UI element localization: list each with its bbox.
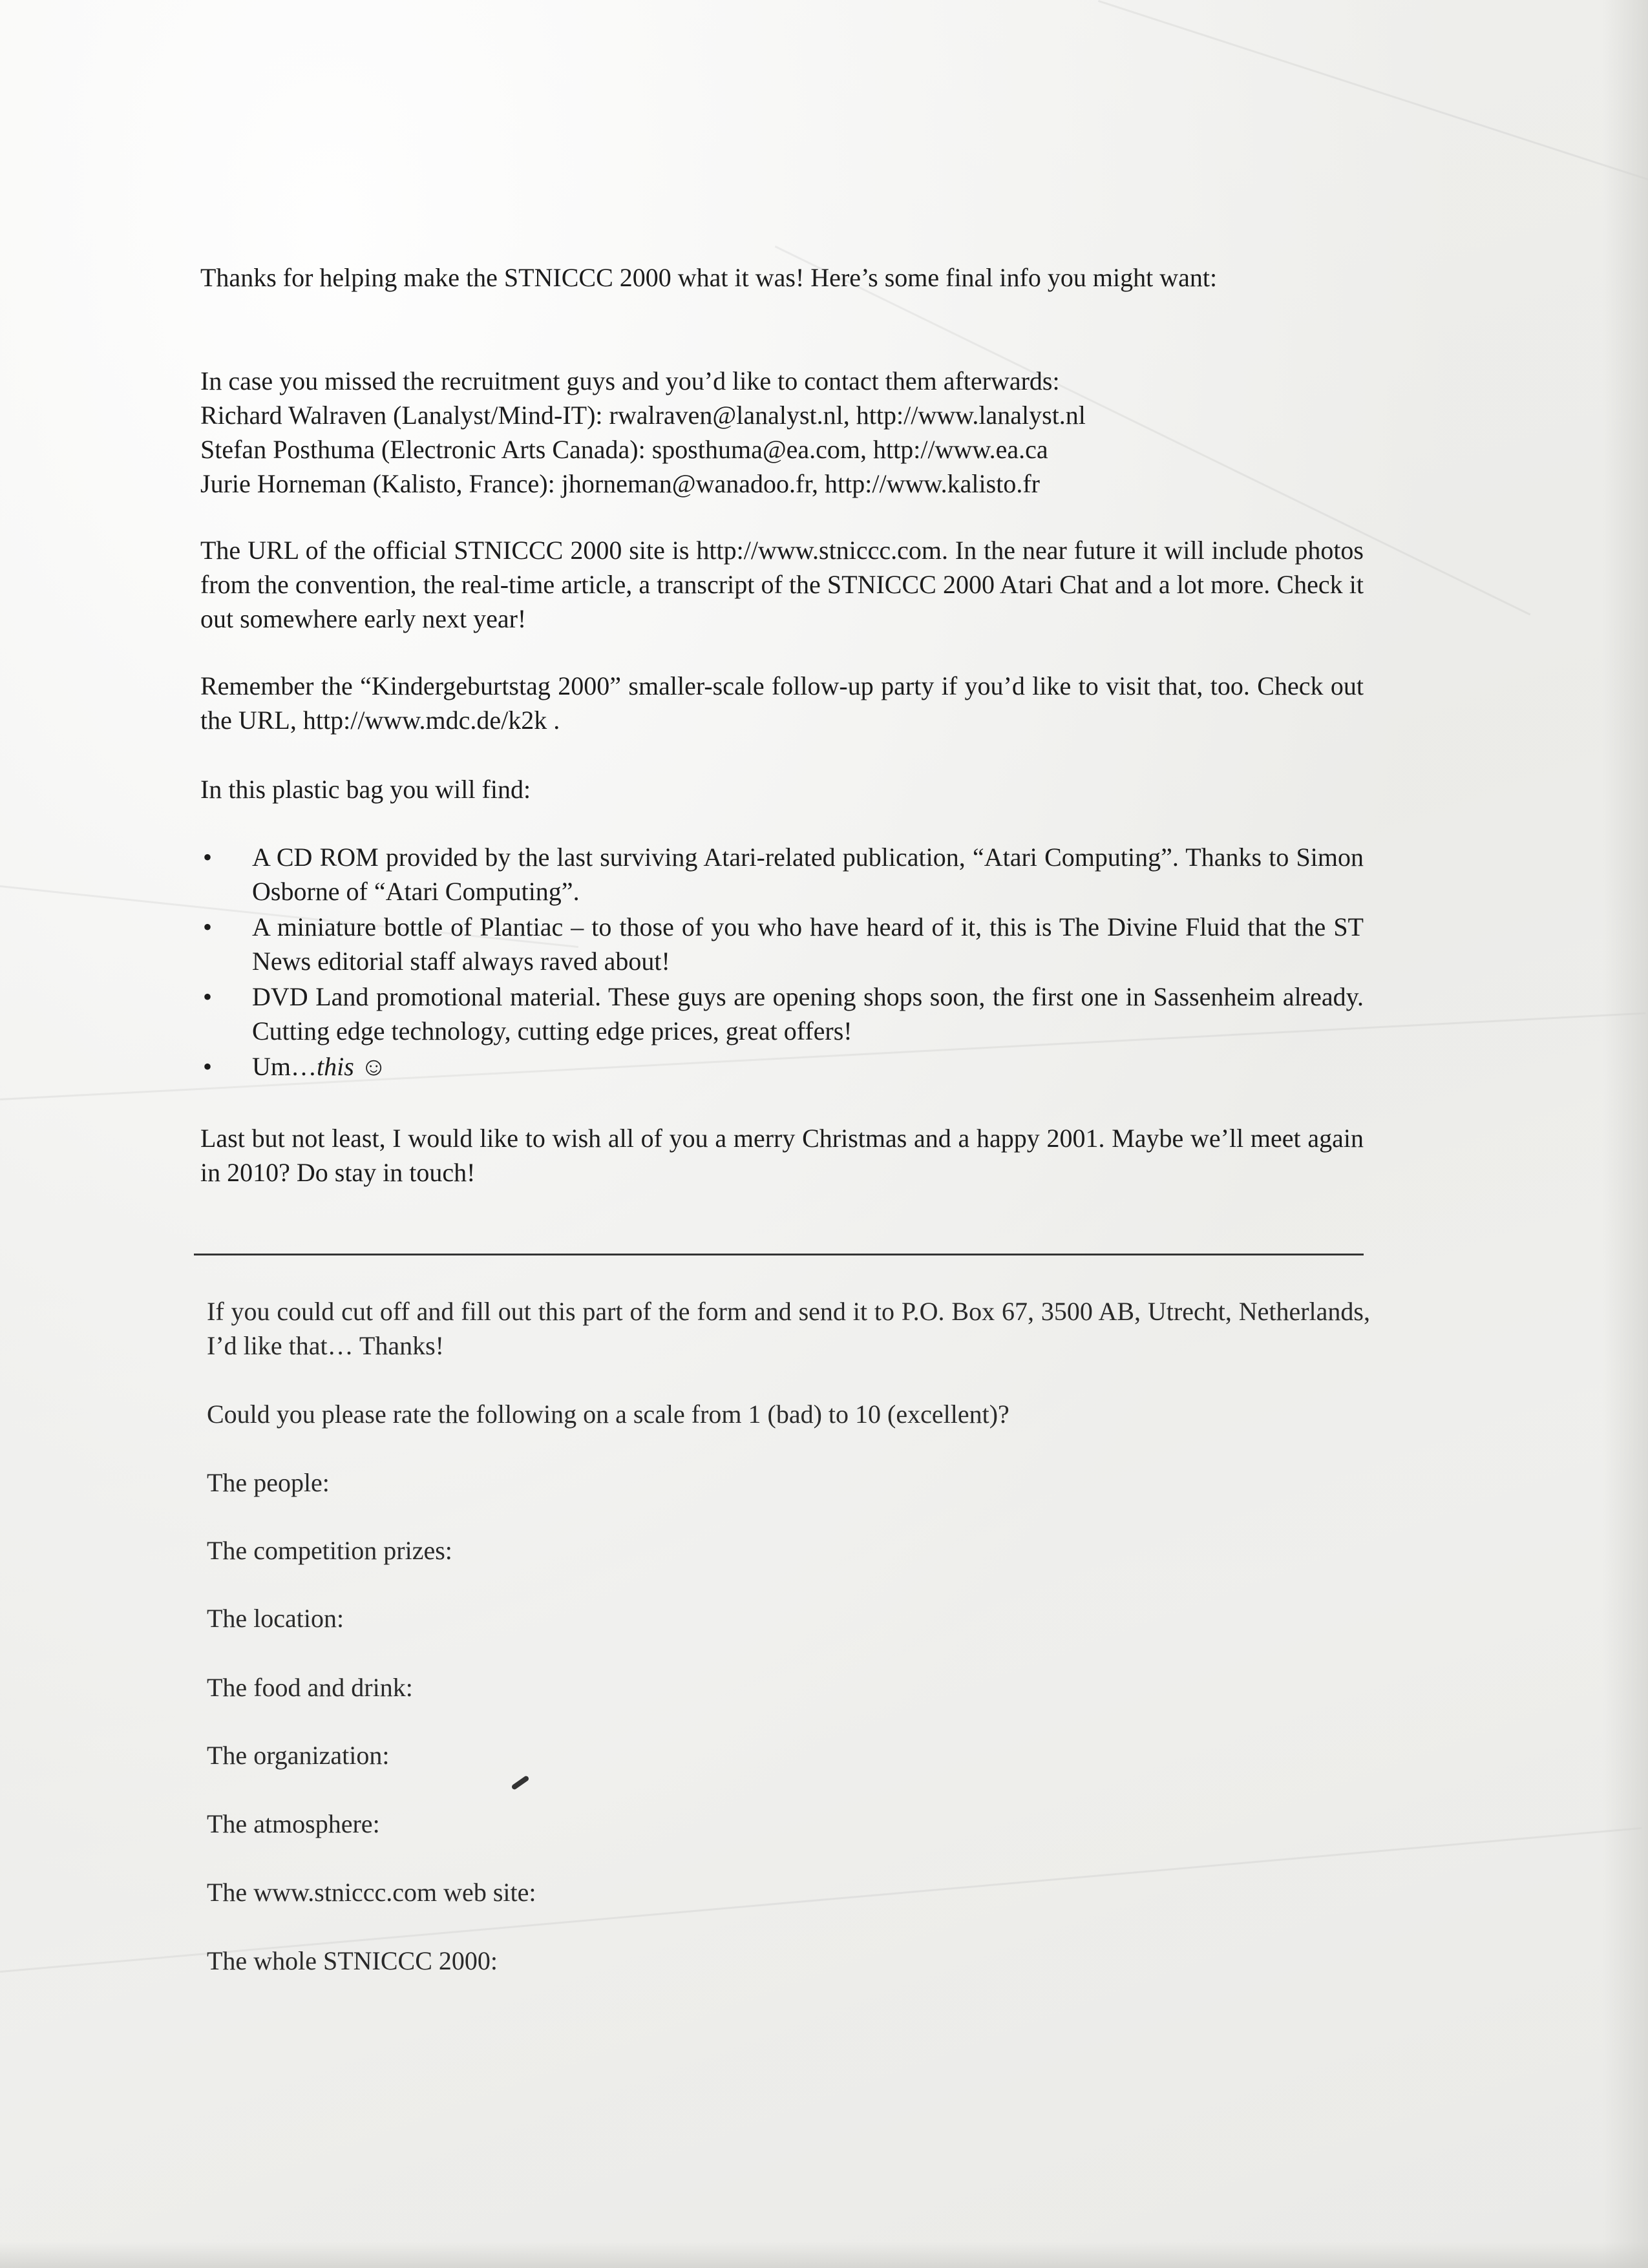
rating-item-organization: The organization: — [207, 1741, 390, 1770]
list-item-text: A miniature bottle of Plantiac – to those of you who have heard of it, this is The Divine Fluid that the ST News editorial staff always raved about! — [252, 912, 1364, 976]
list-item-text: A CD ROM provided by the last surviving Atari-related publication, “Atari Computing”. Thanks to Simon Osborne of “Atari Computing”. — [252, 843, 1364, 906]
list-item-text: DVD Land promotional material. These guys are opening shops soon, the first one in Sassenheim already. Cutting edge technology, cutting edge prices, great offers! — [252, 982, 1364, 1045]
pen-mark — [511, 1775, 529, 1790]
bag-contents-list — [200, 840, 1364, 1085]
bullet-icon: • — [203, 912, 213, 941]
list-item — [200, 1049, 1364, 1084]
bullet-icon: • — [203, 843, 213, 872]
smiley-icon: ☺ — [360, 1052, 387, 1081]
rating-item-food: The food and drink: — [207, 1673, 413, 1702]
last-item-prefix: Um… — [252, 1052, 317, 1081]
page-edge-shadow — [1603, 0, 1648, 2268]
paper-crease — [1098, 0, 1648, 182]
last-item-emphasis: this — [317, 1052, 354, 1081]
cut-off-line — [194, 1254, 1364, 1255]
recruitment-heading: In case you missed the recruitment guys and you’d like to contact them afterwards: — [200, 366, 1060, 395]
contact-line: Richard Walraven (Lanalyst/Mind-IT): rwalraven@lanalyst.nl, http://www.lanalyst.nl — [200, 401, 1086, 430]
intro-paragraph: Thanks for helping make the STNICCC 2000 what it was! Here’s some final info you might want: — [200, 263, 1218, 292]
bag-heading: In this plastic bag you will find: — [200, 775, 531, 804]
rating-item-whole: The whole STNICCC 2000: — [207, 1946, 498, 1975]
list-item — [200, 910, 1364, 978]
bullet-icon: • — [203, 1052, 213, 1081]
closing-paragraph: Last but not least, I would like to wish all of you a merry Christmas and a happy 2001. Maybe we’ll meet again in 2010? Do stay in touch! — [200, 1124, 1364, 1187]
recruitment-section — [200, 364, 1364, 501]
list-item — [200, 840, 1364, 908]
site-info-paragraph: The URL of the official STNICCC 2000 site is http://www.stniccc.com. In the near future it will include photos from the convention, the real-time article, a transcript of the STNICCC 2000 Atari Chat and a lot more. Check it out somewhere early next year! — [200, 536, 1364, 633]
rating-item-prizes: The competition prizes: — [207, 1536, 452, 1565]
rating-item-atmosphere: The atmosphere: — [207, 1809, 380, 1838]
form-instructions: If you could cut off and fill out this part of the form and send it to P.O. Box 67, 3500 AB, Utrecht, Netherlands, I’d like that… Thanks! — [207, 1297, 1370, 1360]
rating-item-location: The location: — [207, 1604, 344, 1633]
list-item — [200, 980, 1364, 1048]
followup-paragraph: Remember the “Kindergeburtstag 2000” smaller-scale follow-up party if you’d like to visit that, too. Check out the URL, http://www.mdc.de/k2k . — [200, 671, 1364, 735]
list-item-text — [252, 1052, 387, 1081]
bullet-icon: • — [203, 982, 213, 1011]
contact-line: Stefan Posthuma (Electronic Arts Canada): sposthuma@ea.com, http://www.ea.ca — [200, 435, 1048, 464]
page-edge-shadow — [0, 2242, 1648, 2268]
rating-prompt: Could you please rate the following on a scale from 1 (bad) to 10 (excellent)? — [207, 1400, 1009, 1429]
rating-item-people: The people: — [207, 1468, 330, 1497]
rating-item-website: The www.stniccc.com web site: — [207, 1878, 536, 1907]
contact-line: Jurie Horneman (Kalisto, France): jhorneman@wanadoo.fr, http://www.kalisto.fr — [200, 469, 1040, 498]
